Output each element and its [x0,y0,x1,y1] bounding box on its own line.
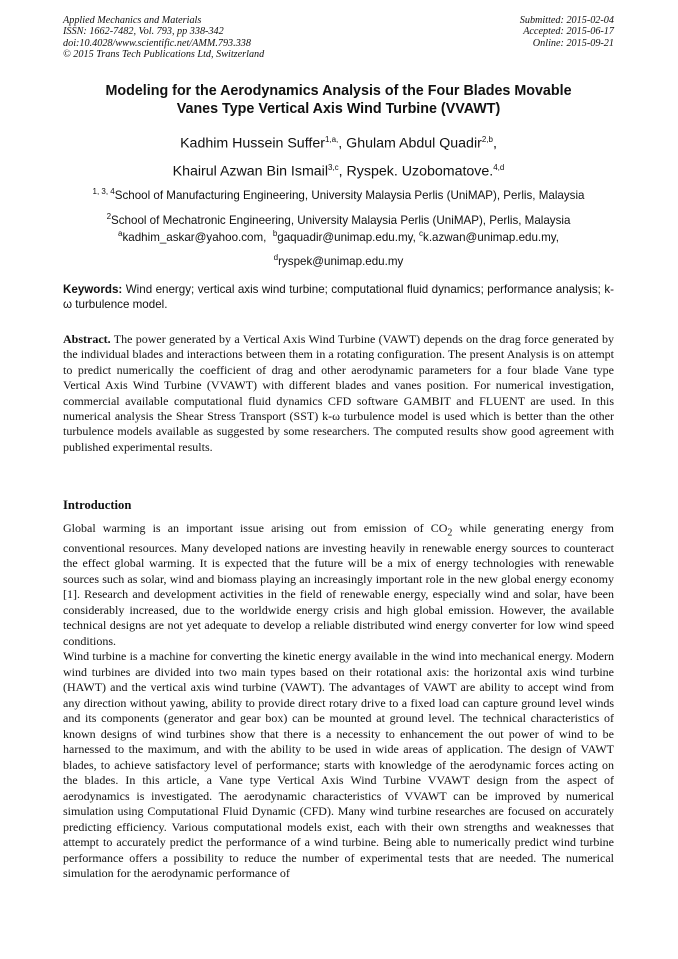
paragraph-text: while generating energy from conventional resources. Many developed nations are investing heavily in renewable energy sources to counteract the effect global warming. It is expected that the future will be a mix of energy technologies with renewable sources such as solar, wind and biomass playing an increasingly important role in the new global energy economy [1]. Research and development activities in the field of renewable energy, especially wind and solar, have been considerably increased, due to the worldwide energy crisis and high global emission. However, the available technical designs are not yet adequate to develop a reliable distributed wind energy converter for low wind speed conditions. [63,521,614,648]
author-name: Ghulam Abdul Quadir [346,135,482,152]
author-name: Ryspek. Uzobomatove. [346,163,494,180]
author-affil-mark: 3,c [327,162,339,172]
author-affil-mark: 1,a, [324,135,339,144]
abstract-text: The power generated by a Vertical Axis Wind Turbine (VAWT) depends on the drag force generated by the individual blades and interactions between them in a rotating configuration. The present Analysis is on attempt to predict numerically the coefficient of drag and other aerodynamic parameters for a four blade Vane type Vertical Axis Wind Turbine (VVAWT) with different blades and vanes position. For numerical investigation, commercial available computational fluid dynamics CFD software GAMBIT and FLUENT are used. In this numerical analysis the Shear Stress Transport (SST) k-ω turbulence model is used which is better than the other turbulence models available as suggested by some researchers. The computed results show good agreement with published experimental results. [63,332,614,454]
journal-name: Applied Mechanics and Materials [63,15,202,26]
accepted-date: Accepted: 2015-06-17 [523,26,614,38]
email-mark: a [118,229,123,238]
author-affil-mark: 4,d [493,162,505,172]
email-address[interactable]: k.azwan@unimap.edu.my, [423,230,559,244]
affiliation-mark: 1, 3, 4 [92,187,115,196]
online-date: Online: 2015-09-21 [532,37,614,49]
author-list [63,128,614,183]
keywords-text: Wind energy; vertical axis wind turbine; computational fluid dynamics; performance analysis; k-ω turbulence model. [63,283,614,311]
paragraph [63,521,614,649]
affiliation-text: School of Manufacturing Engineering, University Malaysia Perlis (UniMAP), Perlis, Malaysia [114,188,585,202]
author-line-2: Khairul Azwan Bin Ismail$^{3,c}$, Ryspek. Uzobomatove.$^{4,d}$ [172,162,505,180]
submitted-date: Submitted: 2015-02-04 [519,15,614,26]
journal-info [63,15,264,61]
author-name: Khairul Azwan Bin Ismail [172,163,328,180]
title-line-2: Vanes Type Vertical Axis Wind Turbine (VVAWT) [176,101,501,117]
subscript: 2 [447,527,453,539]
paragraph: Wind turbine is a machine for converting the kinetic energy available in the wind into mechanical energy. Modern wind turbines are divided into two main types based on their rotational axis: the horizontal axis wind turbine (HAWT) and the vertical axis wind turbine (VAWT). The advantages of VAWT are ability to accept wind from any direction without yawing, ability to provide direct rotary drive to a fixed load can capture ground level winds and its components (generator and gear box) can be mounted at ground level. The technical characteristics of known designs of wind turbines show that there is a necessity to enhancement the out power of wind to be harnessed to the maximum, and with the ability to be used in wide areas of application. The design of VAWT blades, to achieve satisfactory level of performance; starts with knowledge of the aerodynamic forces acting on the blades. In this article, a Vane type Vertical Axis Wind Turbine VVAWT design from the aspect of aerodynamics is investigated. The aerodynamic characteristics of VVAWT can be improved by numerical simulation using Computational Fluid Dynamic (CFD). Many wind turbine researches are focused on accurately predicting efficiency. Various computational models exist, each with their own strengths and weaknesses that attempt to accurately predict the performance of a wind turbine. Being able to numerically predict wind turbine performance offers a possibility to reduce the number of experimental tests that are needed. The numerical simulation for the aerodynamic performance of [63,649,614,881]
email-mark: b [272,229,278,238]
email-address[interactable]: gaquadir@unimap.edu.my, [277,230,416,244]
author-line-1: Kadhim Hussein Suffer$^{1,a,}$, Ghulam Abdul Quadir$^{2,b}$, [180,135,497,152]
email-list [63,224,614,273]
affiliation-mark: 2 [106,212,112,222]
journal-doi: doi:10.4028/www.scientific.net/AMM.793.338 [63,37,251,49]
journal-issn: ISSN: 1662-7482, Vol. 793, pp 338-342 [63,26,224,38]
abstract-section [63,332,614,455]
keywords-section [63,282,614,312]
title-line-1: Modeling for the Aerodynamics Analysis of the Four Blades Movable [105,83,572,99]
journal-copyright: © 2015 Trans Tech Publications Ltd, Switzerland [63,49,265,61]
keywords-label: Keywords: [63,283,123,296]
email-line-1 [63,224,614,248]
author-affil-mark: 2,b [481,135,493,144]
email-mark: c [419,229,424,238]
affiliation-text: School of Mechatronic Engineering, University Malaysia Perlis (UniMAP), Perlis, Malaysia [111,214,571,228]
paper-title [63,82,614,118]
introduction-body [63,521,614,882]
section-heading-introduction: Introduction [63,498,132,512]
submission-dates [520,15,614,49]
author-name: Kadhim Hussein Suffer [180,135,325,152]
abstract-label: Abstract. [63,332,111,346]
email-mark: d [273,253,279,263]
email-line-2 [63,248,614,272]
paragraph-text: Global warming is an important issue arising out from emission of CO [63,521,448,535]
email-address[interactable]: ryspek@unimap.edu.my [278,255,404,269]
affiliation-1 [63,181,614,206]
email-address[interactable]: kadhim_askar@yahoo.com, [122,230,267,244]
